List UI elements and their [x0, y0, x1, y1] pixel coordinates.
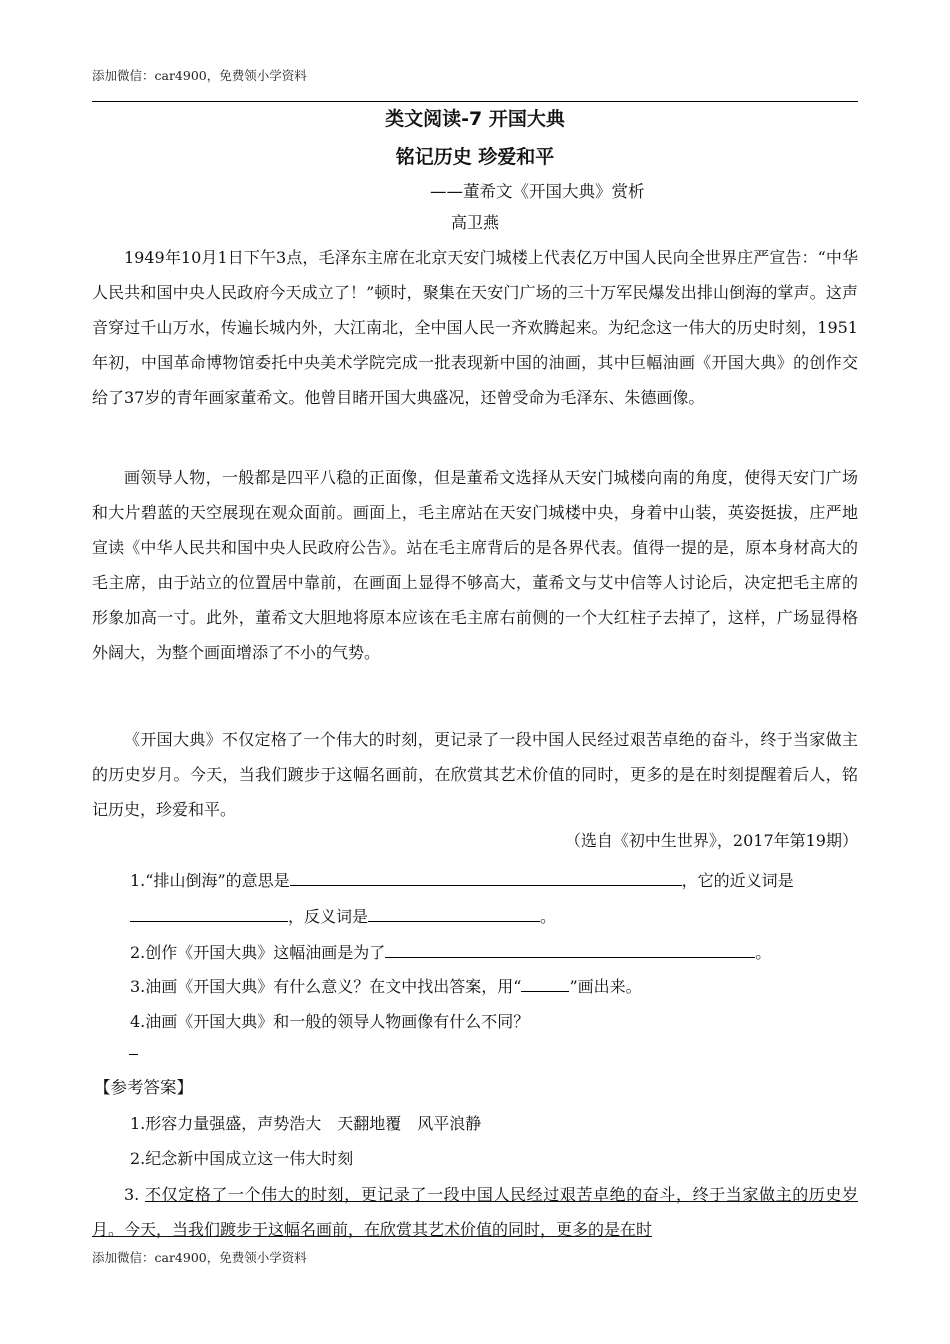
header-divider: [92, 101, 858, 102]
question-4: 4.油画《开国大典》和一般的领导人物画像有什么不同？: [130, 1012, 530, 1031]
article-paragraph-2: 画领导人物，一般都是四平八稳的正面像，但是董希文选择从天安门城楼向南的角度，使得天安门广场和大片碧蓝的天空展现在观众面前。画面上，毛主席站在天安门城楼中央，身着中山装，英姿挺拔，庄严地宣读《中华人民共和国中央人民政府公告》。站在毛主席背后的是各界代表。值得一提的是，原本身材高大的毛主席，由于站立的位置居中靠前，在画面上显得不够高大，董希文与艾中信等人讨论后，决定把毛主席的形象加高一寸。此外，董希文大胆地将原本应该在毛主席右前侧的一个大红柱子去掉了，这样，广场显得格外阔大，为整个画面增添了不小的气势。: [92, 468, 858, 662]
header-note: 添加微信：car4900，免费领小学资料: [92, 68, 307, 83]
author-name: 高卫燕: [450, 213, 499, 232]
answer-blank-purpose[interactable]: [385, 941, 755, 958]
answer-3: [92, 1177, 858, 1247]
answer-1: 1.形容力量强盛，声势浩大 天翻地覆 风平浪静: [130, 1114, 482, 1133]
question-2: [130, 940, 771, 963]
answer-blank-meaning[interactable]: [290, 869, 682, 886]
article-paragraph-1: 1949年10月1日下午3点，毛泽东主席在北京天安门城楼上代表亿万中国人民向全世界庄严宣告：“中华人民共和国中央人民政府今天成立了！”顿时，聚集在天安门广场的三十万军民爆发出排山倒海的掌声。这声音穿过千山万水，传遍长城内外，大江南北，全中国人民一齐欢腾起来。为纪念这一伟大的历史时刻，1951年初，中国革命博物馆委托中央美术学院完成一批表现新中国的油画，其中巨幅油画《开国大典》的创作交给了37岁的青年画家董希文。他曾目睹开国大典盛况，还曾受命为毛泽东、朱德画像。: [92, 248, 858, 407]
article-source: （选自《初中生世界》，2017年第19期）: [564, 831, 858, 850]
question-2-prefix: 2.创作《开国大典》这幅油画是为了: [130, 943, 386, 962]
footer-note: 添加微信：car4900，免费领小学资料: [92, 1250, 307, 1265]
question-1-prefix: 1.“排山倒海”的意思是: [130, 871, 290, 890]
answer-blank-antonym[interactable]: [368, 905, 540, 922]
question-1-end: 。: [540, 907, 557, 926]
question-3-prefix: 3.油画《开国大典》有什么意义？在文中找出答案，用“: [130, 977, 522, 996]
underline-sample: [521, 975, 569, 992]
answer-3-number: 3.: [124, 1185, 145, 1204]
question-3-suffix: ”画出来。: [569, 977, 642, 996]
answer-2: 2.纪念新中国成立这一伟大时刻: [130, 1149, 354, 1168]
answer-line-stub: [129, 1054, 138, 1055]
question-1-antonym-label: ，反义词是: [288, 907, 369, 926]
article-paragraph-3: 《开国大典》不仅定格了一个伟大的时刻，更记录了一段中国人民经过艰苦卓绝的奋斗，终于当家做主的历史岁月。今天，当我们踱步于这幅名画前，在欣赏其艺术价值的同时，更多的是在时刻提醒着后人，铭记历史，珍爱和平。: [92, 730, 858, 819]
question-2-end: 。: [755, 943, 772, 962]
question-1-continued: [130, 904, 556, 927]
question-1-mid: ，它的近义词是: [681, 871, 794, 890]
answer-blank-synonym[interactable]: [130, 905, 288, 922]
question-3: [130, 974, 642, 997]
answer-3-text: 不仅定格了一个伟大的时刻，更记录了一段中国人民经过艰苦卓绝的奋斗，终于当家做主的历史岁月。今天，当我们踱步于这幅名画前，在欣赏其艺术价值的同时，更多的是在时: [92, 1185, 858, 1239]
question-1: [130, 868, 794, 891]
article-subtitle: ——董希文《开国大典》赏析: [430, 182, 645, 201]
document-title: 类文阅读-7 开国大典: [385, 108, 565, 130]
answers-heading: 【参考答案】: [94, 1078, 193, 1097]
article-title: 铭记历史 珍爱和平: [395, 146, 555, 168]
